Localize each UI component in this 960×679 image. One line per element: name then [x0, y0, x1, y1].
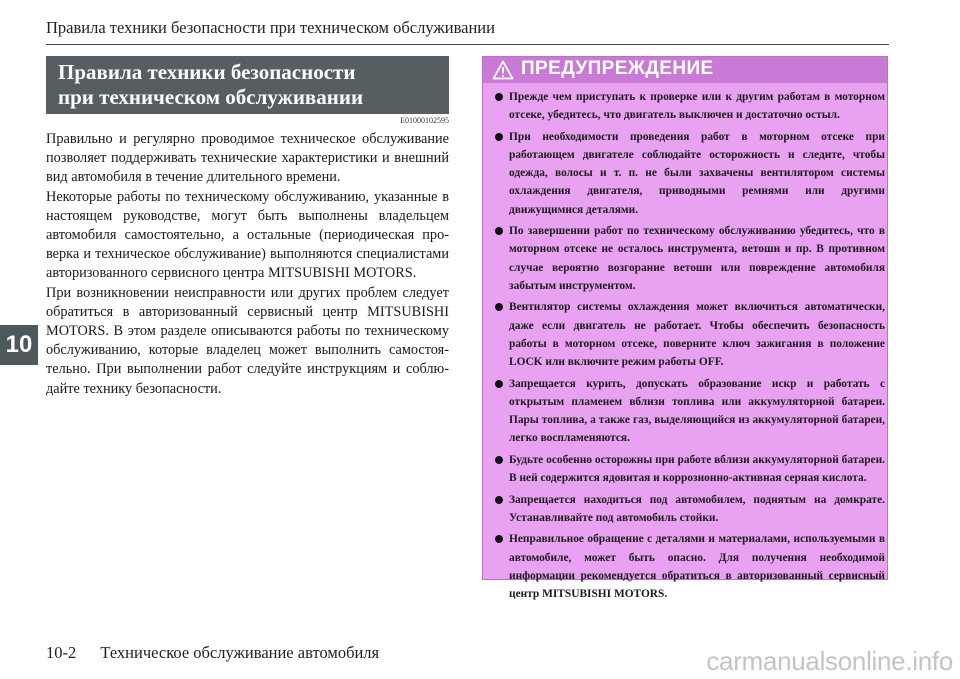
warning-item-text: По завершении работ по техническому обслуживанию убедитесь, что в моторном отсеке не осталось инструмента, ветоши и пр. В противном случае вероятно возгорание ветоши или повреждение автомобиля забытым инструментом.: [509, 225, 885, 292]
warning-item-text: Неправильное обращение с деталями и материалами, используемыми в автомобиле, может быть опасно. Для получения необходимой информации рекомендуется обратиться в авторизованный сервисный центр MITSUBISHI MOTORS.: [509, 533, 885, 601]
watermark[interactable]: carmanualsonline.info: [706, 646, 953, 676]
page-number: 10-2: [46, 643, 77, 662]
warning-item: [493, 88, 885, 124]
footer-chapter-title: Техническое обслуживание автомобиля: [100, 643, 380, 662]
bullet-dot-icon: [495, 227, 503, 235]
running-footer: [46, 643, 379, 663]
warning-item: [493, 491, 885, 527]
bullet-dot-icon: [495, 496, 503, 504]
bullet-dot-icon: [495, 133, 503, 141]
section-title-banner: [46, 56, 449, 114]
warning-item-text: Запрещается курить, допускать образование искр и работать с открытым пламенем вблизи топлива или аккумуляторной батареи. Пары топлива, а также газ, выделяющийся из аккумуляторной батареи, легко воспламеняются.: [509, 377, 885, 445]
bullet-dot-icon: [495, 380, 503, 388]
bullet-dot-icon: [495, 535, 503, 543]
section-code: E01000102595: [400, 116, 449, 125]
warning-item-text: Запрещается находиться под автомобилем, поднятым на домкрате. Устанавливайте под автомобиль стойки.: [509, 493, 885, 524]
warning-header: [483, 57, 887, 83]
section-title-line-1: Правила техники безопасности: [58, 60, 356, 84]
section-title-line-2: при техническом обслуживании: [58, 85, 364, 109]
bullet-dot-icon: [495, 456, 503, 464]
body-paragraph: Некоторые работы по техническому обслуживанию, указанные в настоящем руководстве, могут быть выполнены владельцем автомобиля самостоятельно, а остальные (периодическая проверка и техническое обслуживание) выполняются специалистами авторизованного сервисного центра MITSUBISHI MOTORS.: [46, 188, 449, 282]
warning-item: [493, 375, 885, 448]
warning-triangle-icon: [492, 60, 514, 80]
header-rule: [46, 44, 889, 45]
warning-box: [482, 56, 888, 601]
warning-item: [493, 530, 885, 603]
warning-item: [493, 298, 885, 371]
running-header: Правила техники безопасности при техническом обслуживании: [46, 18, 495, 37]
warning-item: [493, 222, 885, 295]
bullet-dot-icon: [495, 93, 503, 101]
chapter-tab: 10: [0, 325, 38, 365]
warning-item-text: Вентилятор системы охлаждения может включиться автоматически, даже если двигатель не работает. Чтобы обеспечить безопасность работы в моторном отсеке, поверните ключ зажигания в положение LOCK или включите режим работы OFF.: [509, 301, 885, 369]
warning-list: [493, 88, 885, 607]
warning-item-text: Будьте особенно осторожны при работе вблизи аккумуляторной батареи. В ней содержится ядовитая и коррозионно-активная серная кислота.: [509, 453, 885, 485]
warning-item: [493, 128, 885, 219]
warning-item-text: Прежде чем приступать к проверке или к другим работам в моторном отсеке, убедитесь, что двигатель выключен и достаточно остыл.: [509, 91, 885, 122]
body-paragraph: Правильно и регулярно проводимое техническое обслуживание позволяет поддерживать технические характеристики и внешний вид автомобиля в течение длительного времени.: [46, 131, 449, 186]
section-body: [46, 130, 449, 399]
body-paragraph: При возникновении неисправности или других проблем следует обратиться в авторизованный сервисный центр MITSUBISHI MOTORS. В этом разделе описываются работы по техническому обслуживанию, которые владелец может выполнить самостоятельно. При выполнении работ следуйте инструкциям и соблюдайте технику безопасности.: [46, 284, 449, 397]
warning-item: [493, 451, 885, 487]
warning-title: ПРЕДУПРЕЖДЕНИЕ: [521, 58, 714, 79]
warning-item-text: При необходимости проведения работ в моторном отсеке при работающем двигателе соблюдайте осторожность и следите, чтобы одежда, волосы и т. п. не были захвачены вентилятором системы охлаждения двигателя, приводными ремнями или другими движущимися деталями.: [509, 130, 885, 216]
bullet-dot-icon: [495, 303, 503, 311]
